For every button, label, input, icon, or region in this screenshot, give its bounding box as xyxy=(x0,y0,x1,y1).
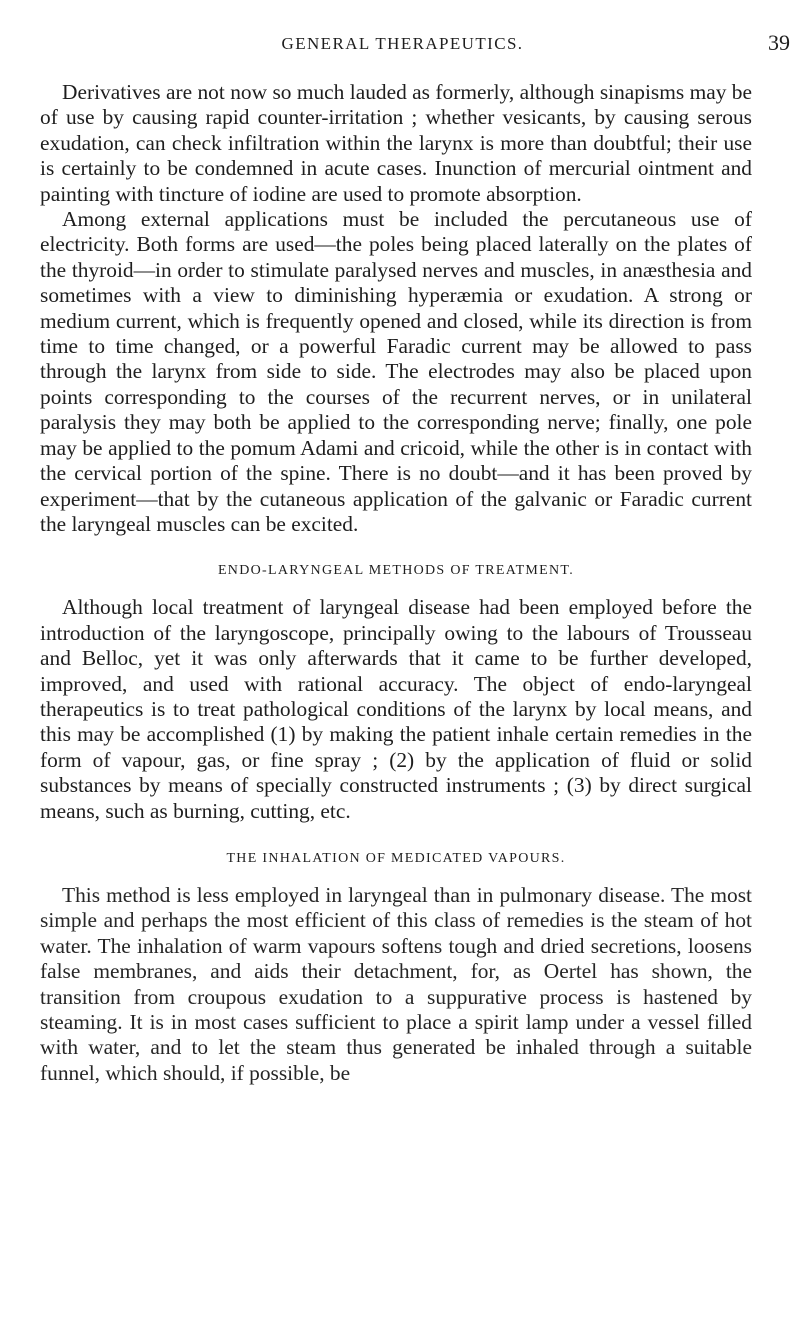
paragraph-electricity: Among external applications must be included the percutaneous use of electricity. Both forms are used—the poles being placed laterally on the plates of the thyroid—in order to stimulate paralysed nerves and muscles, in anæsthesia and sometimes with a view to diminishing hyperæmia or exudation. A strong or medium current, which is frequently opened and closed, while its direction is from time to time changed, or a powerful Faradic current may be allowed to pass through the larynx from side to side. The electrodes may also be placed upon points corresponding to the courses of the recurrent nerves, or in unilateral paralysis they may both be applied to the corresponding nerve; finally, one pole may be applied to the pomum Adami and cricoid, while the other is in contact with the cervical portion of the spine. There is no doubt—and it has been proved by experiment—that by the cutaneous application of the galvanic or Faradic current the laryngeal muscles can be excited. xyxy=(40,207,752,536)
paragraph-inhalation: This method is less employed in laryngeal than in pulmonary disease. The most simple and perhaps the most efficient of this class of remedies is the steam of hot water. The inhalation of warm vapours softens tough and dried secretions, loosens false membranes, and aids their detachment, for, as Oertel has shown, the transition from croupous exudation to a suppurative process is hastened by steaming. It is in most cases sufficient to place a spirit lamp under a vessel filled with water, and to let the steam thus generated be inhaled through a suitable funnel, which should, if possible, be xyxy=(40,882,752,1085)
body-text xyxy=(40,80,752,1086)
section-heading-endo-laryngeal: ENDO-LARYNGEAL METHODS OF TREATMENT. xyxy=(217,563,575,579)
page-number: 39 xyxy=(768,30,790,55)
running-title: GENERAL THERAPEUTICS. xyxy=(281,34,524,53)
section-heading-inhalation: THE INHALATION OF MEDICATED VAPOURS. xyxy=(226,850,566,866)
paragraph-endo-laryngeal: Although local treatment of laryngeal disease had been employed before the introduction of the laryngoscope, principally owing to the labours of Trousseau and Belloc, yet it was only afterwards that it came to be further developed, improved, and used with rational accuracy. The object of endo-laryngeal therapeutics is to treat pathological conditions of the larynx by local means, and this may be accomplished (1) by making the patient inhale certain remedies in the form of vapour, gas, or fine spray ; (2) by the application of fluid or solid substances by means of specially constructed instruments ; (3) by direct surgical means, such as burning, cutting, etc. xyxy=(40,595,752,823)
paragraph-derivatives: Derivatives are not now so much lauded as formerly, although sinapisms may be of use by causing rapid counter-irritation ; whether vesicants, by causing serous exudation, can check infiltration within the larynx is more than doubtful; their use is certainly to be condemned in acute cases. Inunction of mercurial ointment and painting with tincture of iodine are used to promote absorption. xyxy=(40,80,752,206)
running-head xyxy=(60,30,790,58)
